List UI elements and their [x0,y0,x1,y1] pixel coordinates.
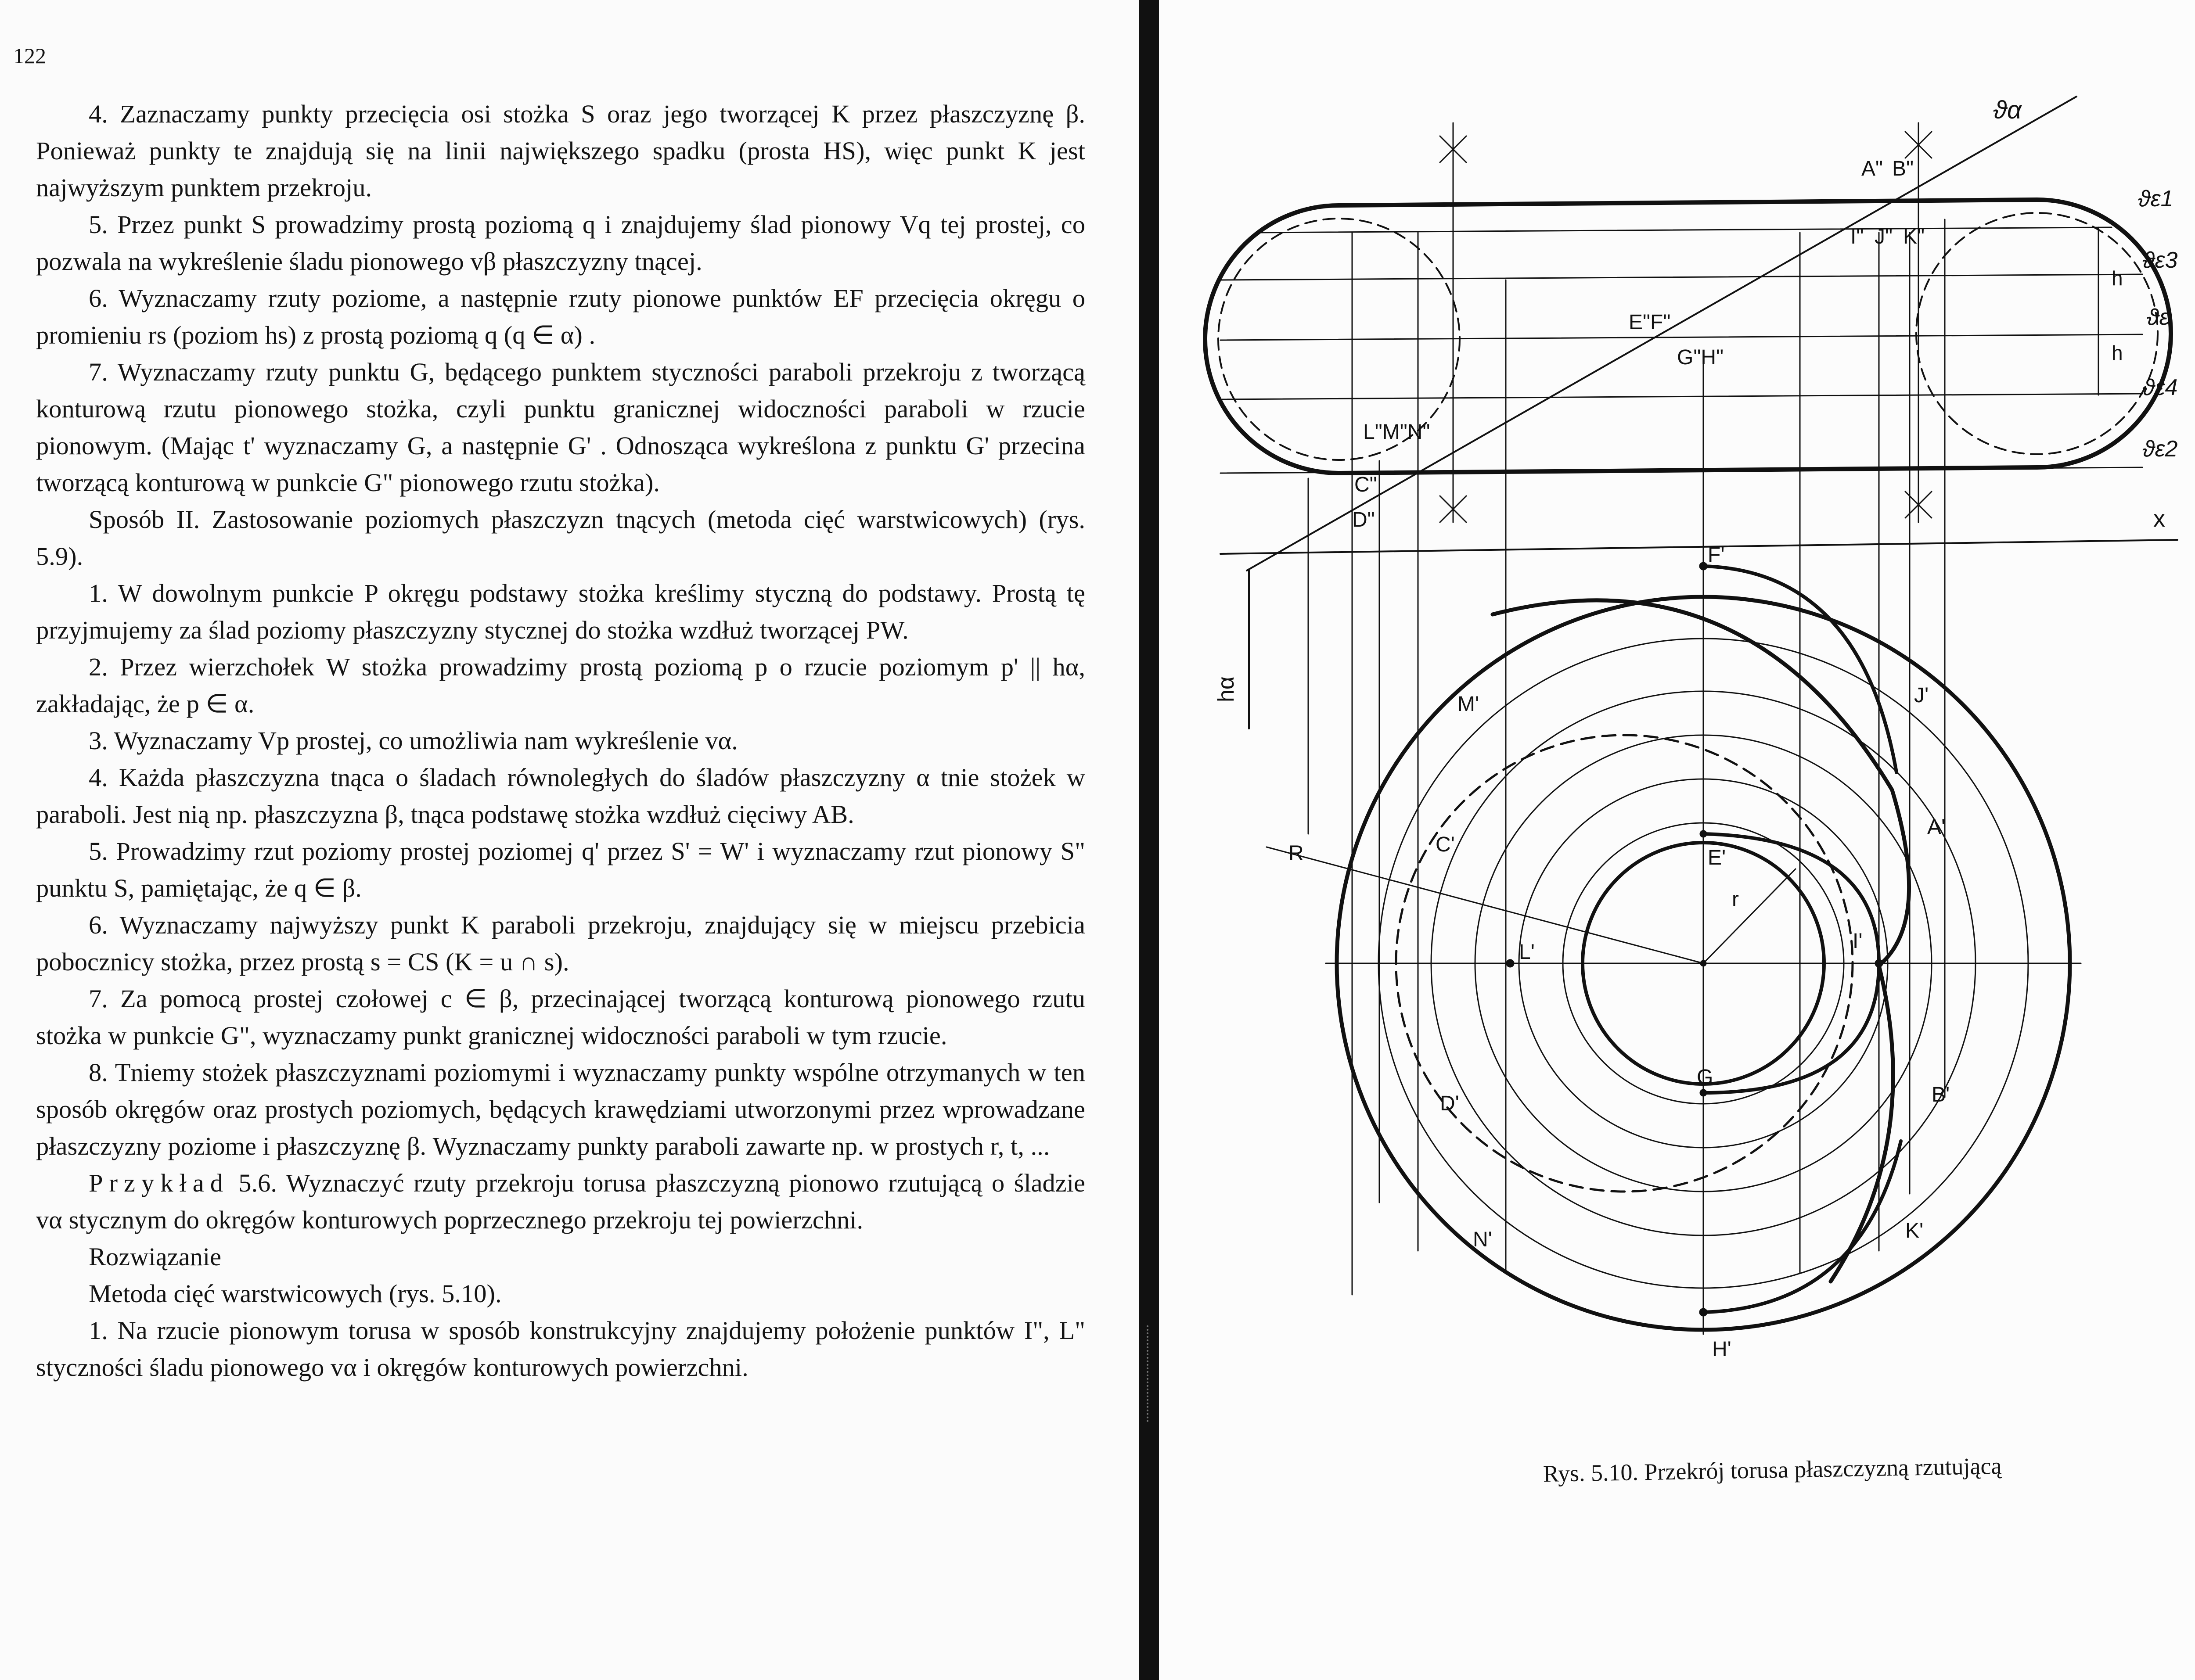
paragraph: 5. Prowadzimy rzut poziomy prostej poziomej q' przez S' = W' i wyznaczamy rzut pionowy S" punktu S, pamiętając, że q ∈ β. [36,837,1085,902]
point-F [1699,562,1707,570]
book-gutter [1139,0,1159,1680]
label-h: h [2112,267,2123,290]
level-line-e3 [1220,274,2142,280]
label-K2: K" [1903,225,1925,248]
paragraph: 4. Zaznaczamy punkty przecięcia osi stożka S oraz jego tworzącej K przez płaszczyznę β. Ponieważ punkty te znajdują się na linii największego spadku (prosta HS), więc punkt K jest najwyższym punktem przekroju. [36,100,1085,202]
paragraph: 6. Wyznaczamy rzuty poziome, a następnie rzuty pionowe punktów EF przecięcia okręgu o promieniu rs (poziom hs) z prostą poziomą q (q ∈ α) . [36,284,1085,349]
label-I1: I' [1853,930,1863,953]
label-N1: N' [1473,1228,1492,1251]
paragraph: 7. Wyznaczamy rzuty punktu G, będącego punktem styczności paraboli przekroju z tworzącą konturową rzutu pionowego stożka, czyli punktu granicznej widoczności paraboli w rzucie pionowym. (Mając t' wyznaczamy G, a następnie G' . Odnosząca wykreślona z punktu G' przecina tworzącą konturową w punkcie G" pionowego rzutu stożka). [36,358,1085,497]
label-K1: K' [1905,1219,1924,1242]
label-D2: D" [1352,508,1375,531]
radius-R-line [1267,847,1703,963]
label-M1: M' [1457,693,1479,716]
label-C1: C' [1436,833,1455,856]
label-GH2: G"H" [1677,346,1724,369]
label-LMN2: L"M"N" [1363,420,1430,444]
label-B2: B" [1892,157,1914,180]
label-r: r [1732,888,1739,911]
page-number-left: 122 [13,43,46,68]
torus-section-figure [1213,88,2195,1448]
example-text: 5.6. Wyznaczyć rzuty przekroju torusa płaszczyzną pionowo rzutującą o śladzie vα stycznym do okręgów konturowych poprzecznego przekroju tej powierzchni. [36,1169,1085,1234]
example-label: Przykład [89,1169,229,1197]
label-trace-e2: ϑε2 [2142,436,2178,462]
label-trace-e1: ϑε1 [2138,186,2173,212]
label-h-alpha: hα [1213,676,1239,702]
axis-x-line [1220,540,2177,554]
label-D1: D' [1440,1092,1459,1115]
point-G [1700,1089,1707,1096]
paragraph: 3. Wyznaczamy Vp prostej, co umożliwia nam wykreślenie vα. [89,726,738,755]
level-line-e4 [1220,394,2142,399]
paragraph: Sposób II. Zastosowanie poziomych płaszczyzn tnących (metoda cięć warstwicowych) (rys. 5.9). [36,505,1085,571]
front-view-outline [1205,200,2171,473]
paragraph: 8. Tniemy stożek płaszczyznami poziomymi i wyznaczamy punkty wspólne otrzymanych w ten sposób okręgów oraz prostych poziomych, będących krawędziami utworzonymi przez wprowadzane płaszczyzny poziome i płaszczyznę β. Wyznaczamy punkty paraboli zawarte np. w prostych r, t, ... [36,1058,1085,1160]
point-I [1875,959,1883,967]
front-right-circle [1916,213,2158,454]
paragraph: 7. Za pomocą prostej czołowej c ∈ β, przecinającej tworzącą konturową pionowego rzutu stożka w punkcie G", wyznaczamy punkt granicznej widoczności paraboli w tym rzucie. [36,984,1085,1050]
example-paragraph [36,1165,1085,1238]
label-L1: L' [1519,941,1535,964]
label-I2: I" [1850,225,1864,248]
label-G1: G [1697,1066,1713,1089]
method-line: Metoda cięć warstwicowych (rys. 5.10). [89,1279,502,1308]
label-trace-alpha: ϑα [1993,96,2022,124]
paragraph: 2. Przez wierzchołek W stożka prowadzimy prostą poziomą p o rzucie poziomym p' || hα, zakładając, że p ∈ α. [36,653,1085,718]
point-E [1700,830,1707,837]
paragraph: 1. Na rzucie pionowym torusa w sposób konstrukcyjny znajdujemy położenie punktów I", L" styczności śladu pionowego vα i okręgów konturowych powierzchni. [36,1316,1085,1382]
radius-r-line [1703,869,1796,963]
label-A2: A" [1861,157,1883,180]
label-J1: J' [1914,684,1929,707]
label-C2: C" [1354,473,1377,496]
label-trace-e4: ϑε4 [2142,375,2178,400]
label-E1: E' [1708,846,1726,869]
paragraph: 1. W dowolnym punkcie P okręgu podstawy stożka kreślimy styczną do podstawy. Prostą tę przyjmujemy za ślad poziomy płaszczyzny stycznej do stożka wzdłuż tworzącej PW. [36,579,1085,644]
paragraph: 4. Każda płaszczyzna tnąca o śladach równoległych do śladów płaszczyzny α tnie stożek w paraboli. Jest nią np. płaszczyzna β, tnąca podstawę stożka wzdłuż cięciwy AB. [36,763,1085,829]
label-H1: H' [1712,1338,1731,1361]
label-R: R [1288,842,1304,865]
paragraph: 5. Przez punkt S prowadzimy prostą poziomą q i znajdujemy ślad pionowy Vq tej prostej, co pozwala na wykreślenie śladu pionowego vβ płaszczyzny tnącej. [36,210,1085,276]
label-EF2: E"F" [1629,311,1671,334]
label-trace-e3: ϑε3 [2142,248,2178,273]
figure-drawing [1213,88,2195,1448]
figure-caption: Rys. 5.10. Przekrój torusa płaszczyzną rzutującą [1543,1452,2002,1487]
body-text [36,96,1085,1386]
solution-heading: Rozwiązanie [89,1242,222,1271]
label-trace-e: ϑε [2147,305,2170,330]
level-line-e [1220,334,2142,340]
label-B1: B' [1932,1083,1950,1106]
point-L [1506,959,1514,967]
label-F1: F' [1708,543,1725,567]
paragraph: 6. Wyznaczamy najwyższy punkt K paraboli przekroju, znajdujący się w miejscu przebicia pobocznicy stożka, przez prostą s = CS (K = u ∩ s). [36,911,1085,976]
label-h: h [2112,341,2123,364]
point-H [1699,1308,1707,1316]
label-J2: J" [1875,225,1893,248]
center-point [1700,960,1706,966]
gutter-dots [1147,1325,1150,1422]
label-A1: A' [1927,815,1946,839]
label-axis-x: x [2153,506,2165,532]
